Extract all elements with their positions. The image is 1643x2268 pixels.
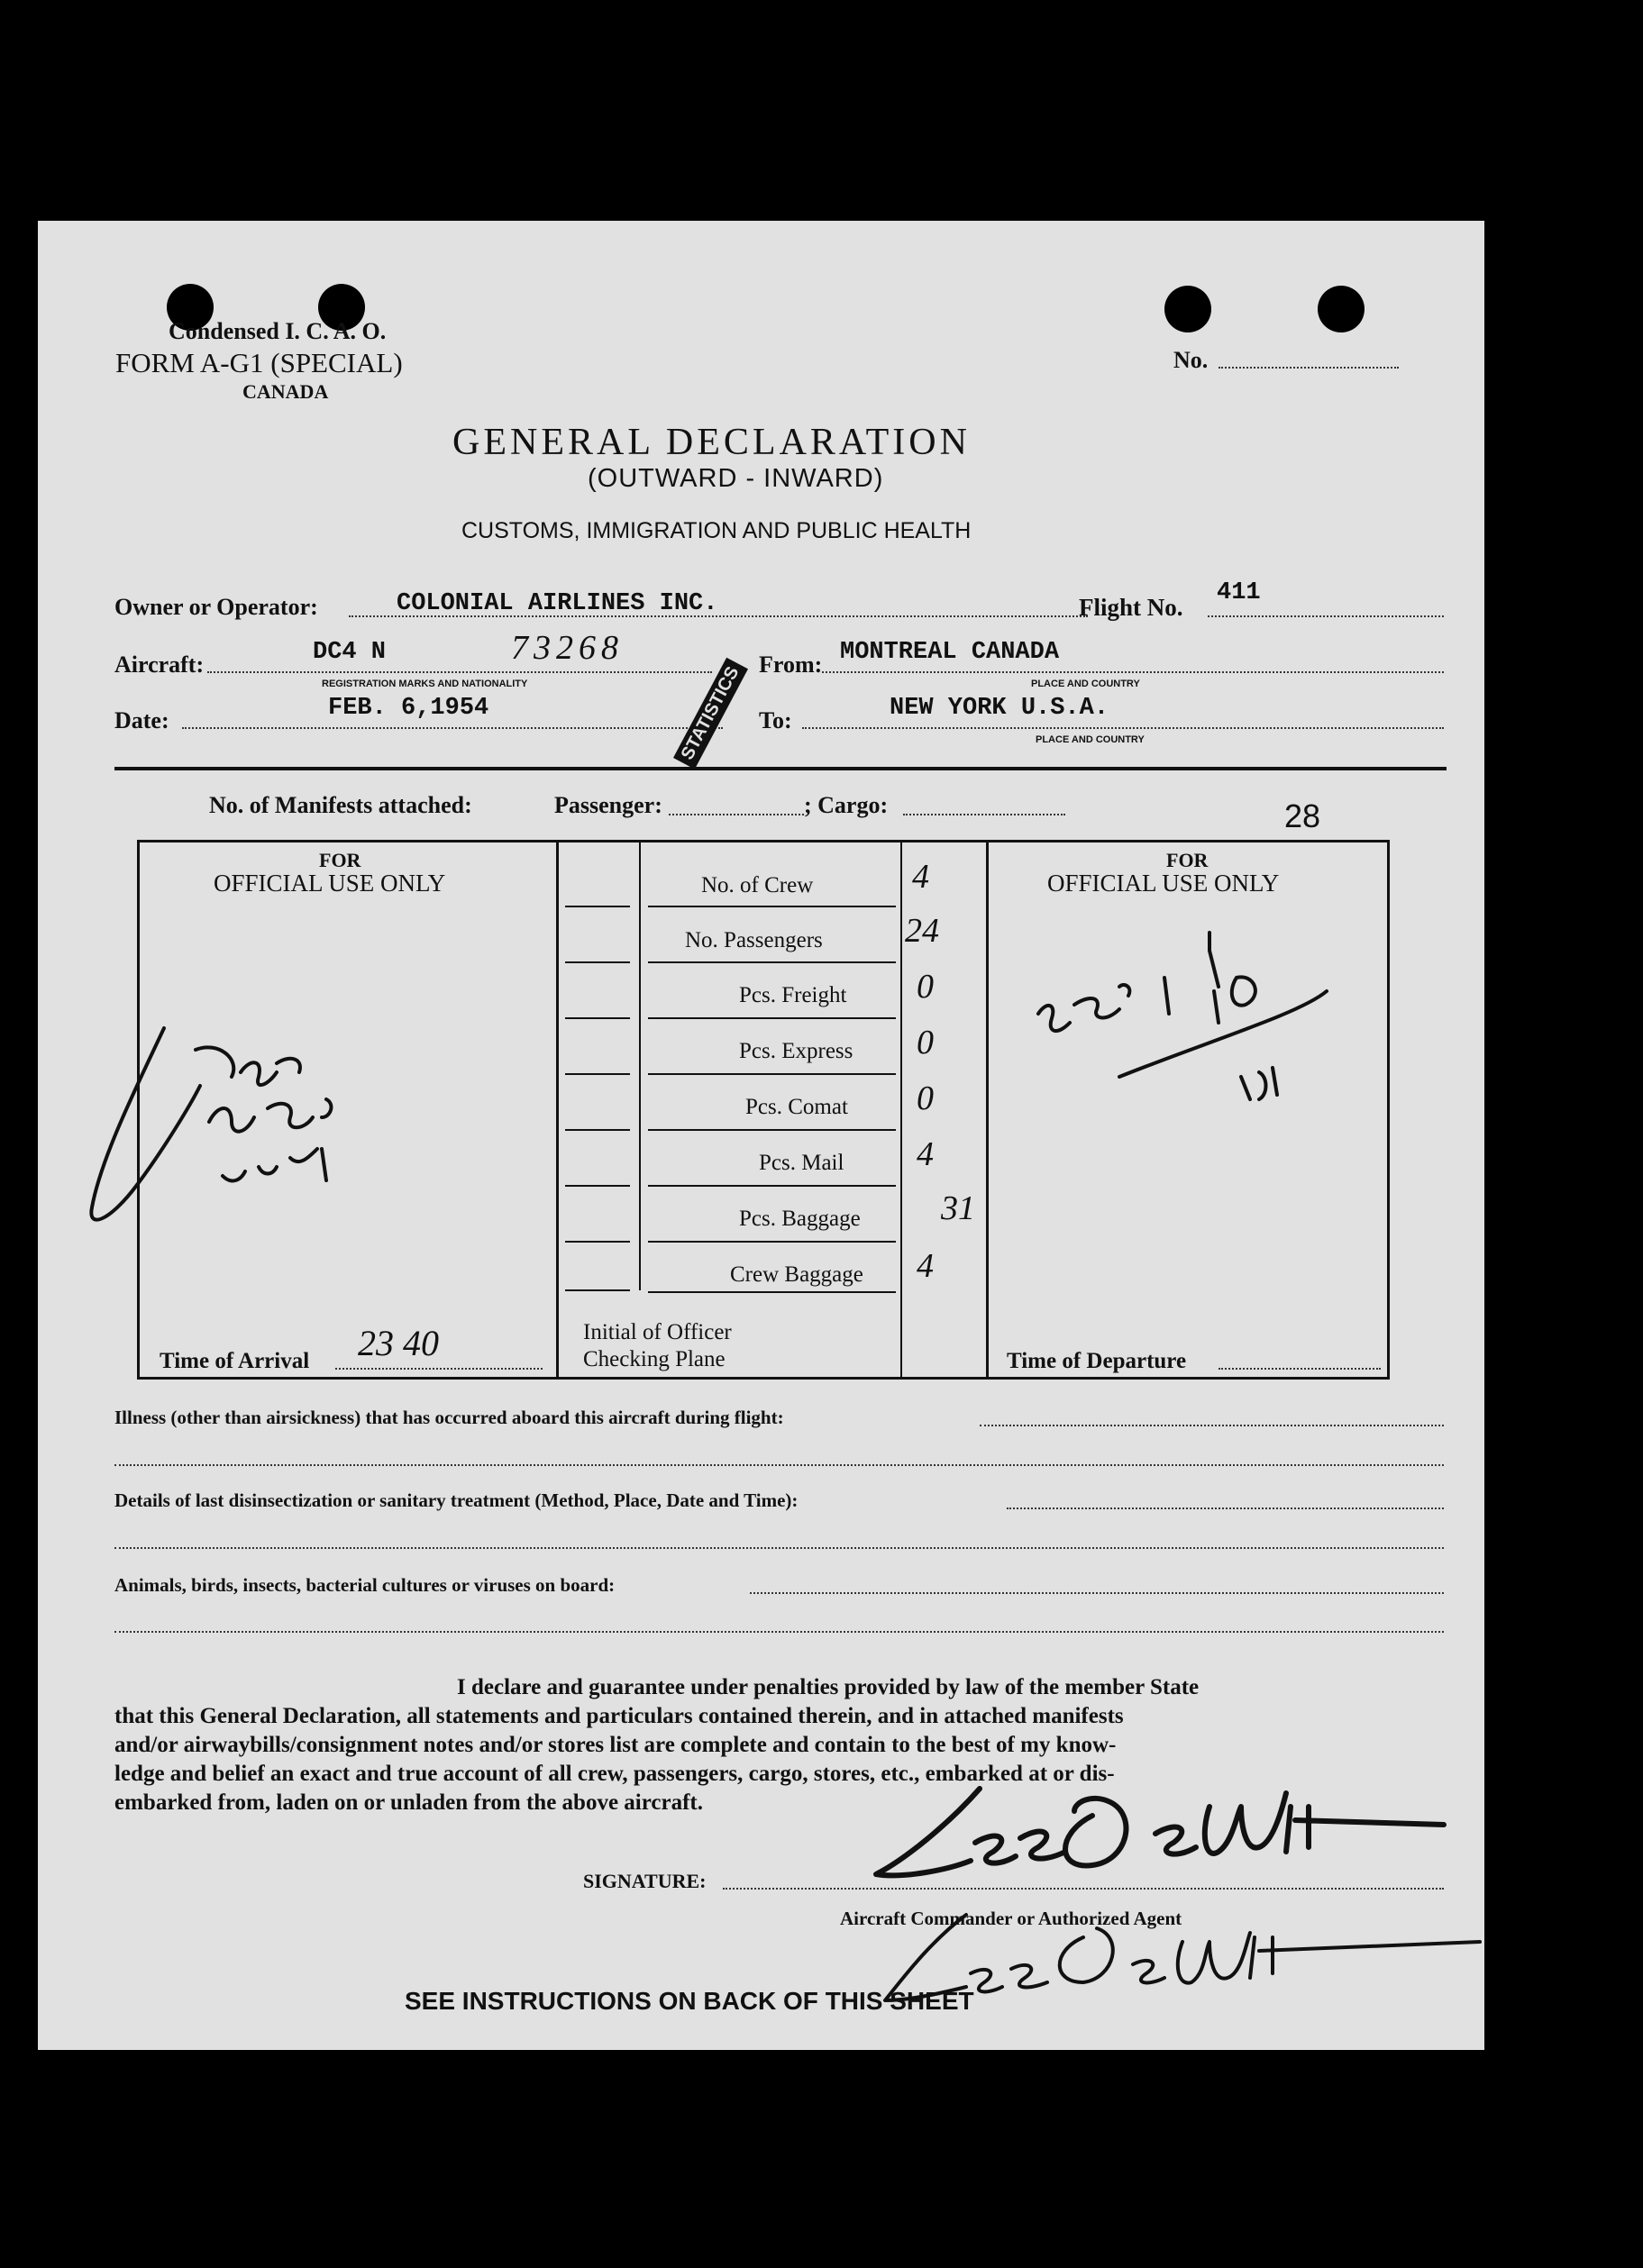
officer-line1: Initial of Officer	[583, 1320, 732, 1344]
owner-value: COLONIAL AIRLINES INC.	[397, 590, 718, 617]
row-value: 31	[941, 1189, 975, 1227]
place-caption-to: PLACE AND COUNTRY	[1036, 734, 1145, 745]
signature-label: SIGNATURE:	[583, 1870, 707, 1892]
passenger-label: Passenger:	[554, 792, 662, 818]
time-arrival-label: Time of Arrival	[160, 1349, 310, 1373]
row-value: 0	[917, 968, 934, 1006]
form-code-line1: Condensed I. C. A. O.	[169, 318, 387, 344]
signature-handwriting	[38, 221, 1484, 2050]
registration-caption: REGISTRATION MARKS AND NATIONALITY	[322, 679, 528, 689]
left-header-for: FOR	[319, 849, 361, 871]
row-label: Pcs. Express	[739, 1039, 853, 1063]
form-code-line2: FORM A-G1 (SPECIAL)	[115, 347, 403, 378]
illness-label: Illness (other than airsickness) that has occurred aboard this aircraft during flight:	[114, 1407, 784, 1428]
aircraft-value: DC4 N	[313, 639, 387, 666]
place-caption: PLACE AND COUNTRY	[1031, 679, 1140, 689]
manifests-label: No. of Manifests attached:	[209, 792, 472, 818]
from-value: MONTREAL CANADA	[840, 639, 1060, 666]
date-value: FEB. 6,1954	[328, 695, 489, 722]
cargo-label: ; Cargo:	[804, 792, 889, 818]
declaration-line1: I declare and guarantee under penalties provided by law of the member State	[457, 1675, 1200, 1699]
declaration-line2: that this General Declaration, all statements and particulars contained therein, and in attached manifests	[114, 1704, 1124, 1728]
row-value: 4	[917, 1247, 934, 1285]
statistics-stamp: STATISTICS	[673, 658, 748, 770]
left-header: OFFICIAL USE ONLY	[214, 870, 446, 897]
aircraft-label: Aircraft:	[114, 651, 205, 678]
page-title: GENERAL DECLARATION	[452, 422, 971, 463]
page-subtitle: (OUTWARD - INWARD)	[588, 464, 884, 493]
row-value: 0	[917, 1079, 934, 1117]
page-subtitle2: CUSTOMS, IMMIGRATION AND PUBLIC HEALTH	[461, 518, 972, 543]
time-arrival-value: 23 40	[358, 1323, 439, 1363]
declaration-form	[38, 221, 1484, 2050]
aircraft-number: 73268	[511, 629, 624, 667]
from-label: From:	[759, 651, 823, 678]
row-label: Pcs. Comat	[745, 1095, 848, 1119]
form-country: CANADA	[242, 380, 329, 403]
animals-label: Animals, birds, insects, bacterial cultures or viruses on board:	[114, 1574, 616, 1596]
row-label: Pcs. Baggage	[739, 1207, 861, 1231]
right-header-for: FOR	[1166, 849, 1209, 871]
right-header: OFFICIAL USE ONLY	[1047, 870, 1280, 897]
to-value: NEW YORK U.S.A.	[890, 695, 1109, 722]
officer-line2: Checking Plane	[583, 1347, 726, 1371]
signature-caption: Aircraft Commander or Authorized Agent	[840, 1908, 1182, 1929]
row-value: 24	[905, 912, 939, 950]
flight-label: Flight No.	[1079, 594, 1183, 621]
row-value: 4	[917, 1135, 934, 1173]
row-value: 4	[912, 858, 929, 896]
to-label: To:	[759, 707, 792, 733]
instructions-footer: SEE INSTRUCTIONS ON BACK OF THIS SHEET	[405, 1987, 974, 2015]
declaration-line3: and/or airwaybills/consignment notes and/or stores list are complete and contain to the best of my know-	[114, 1733, 1117, 1757]
disinsect-label: Details of last disinsectization or sanitary treatment (Method, Place, Date and Time):	[114, 1489, 799, 1511]
row-value: 0	[917, 1024, 934, 1061]
manifest-number: 28	[1284, 797, 1321, 834]
row-label: Pcs. Mail	[759, 1151, 844, 1175]
no-label: No.	[1173, 347, 1209, 373]
row-label: Crew Baggage	[730, 1262, 863, 1287]
row-label: No. of Crew	[701, 873, 814, 897]
time-departure-label: Time of Departure	[1007, 1349, 1187, 1373]
date-label: Date:	[114, 707, 169, 733]
declaration-line4: ledge and belief an exact and true account of all crew, passengers, cargo, stores, etc., embarked at or dis-	[114, 1762, 1115, 1786]
row-label: Pcs. Freight	[739, 983, 847, 1007]
row-label: No. Passengers	[685, 928, 823, 952]
owner-label: Owner or Operator:	[114, 594, 318, 620]
declaration-line5: embarked from, laden on or unladen from the above aircraft.	[114, 1790, 703, 1815]
flight-value: 411	[1217, 579, 1261, 606]
